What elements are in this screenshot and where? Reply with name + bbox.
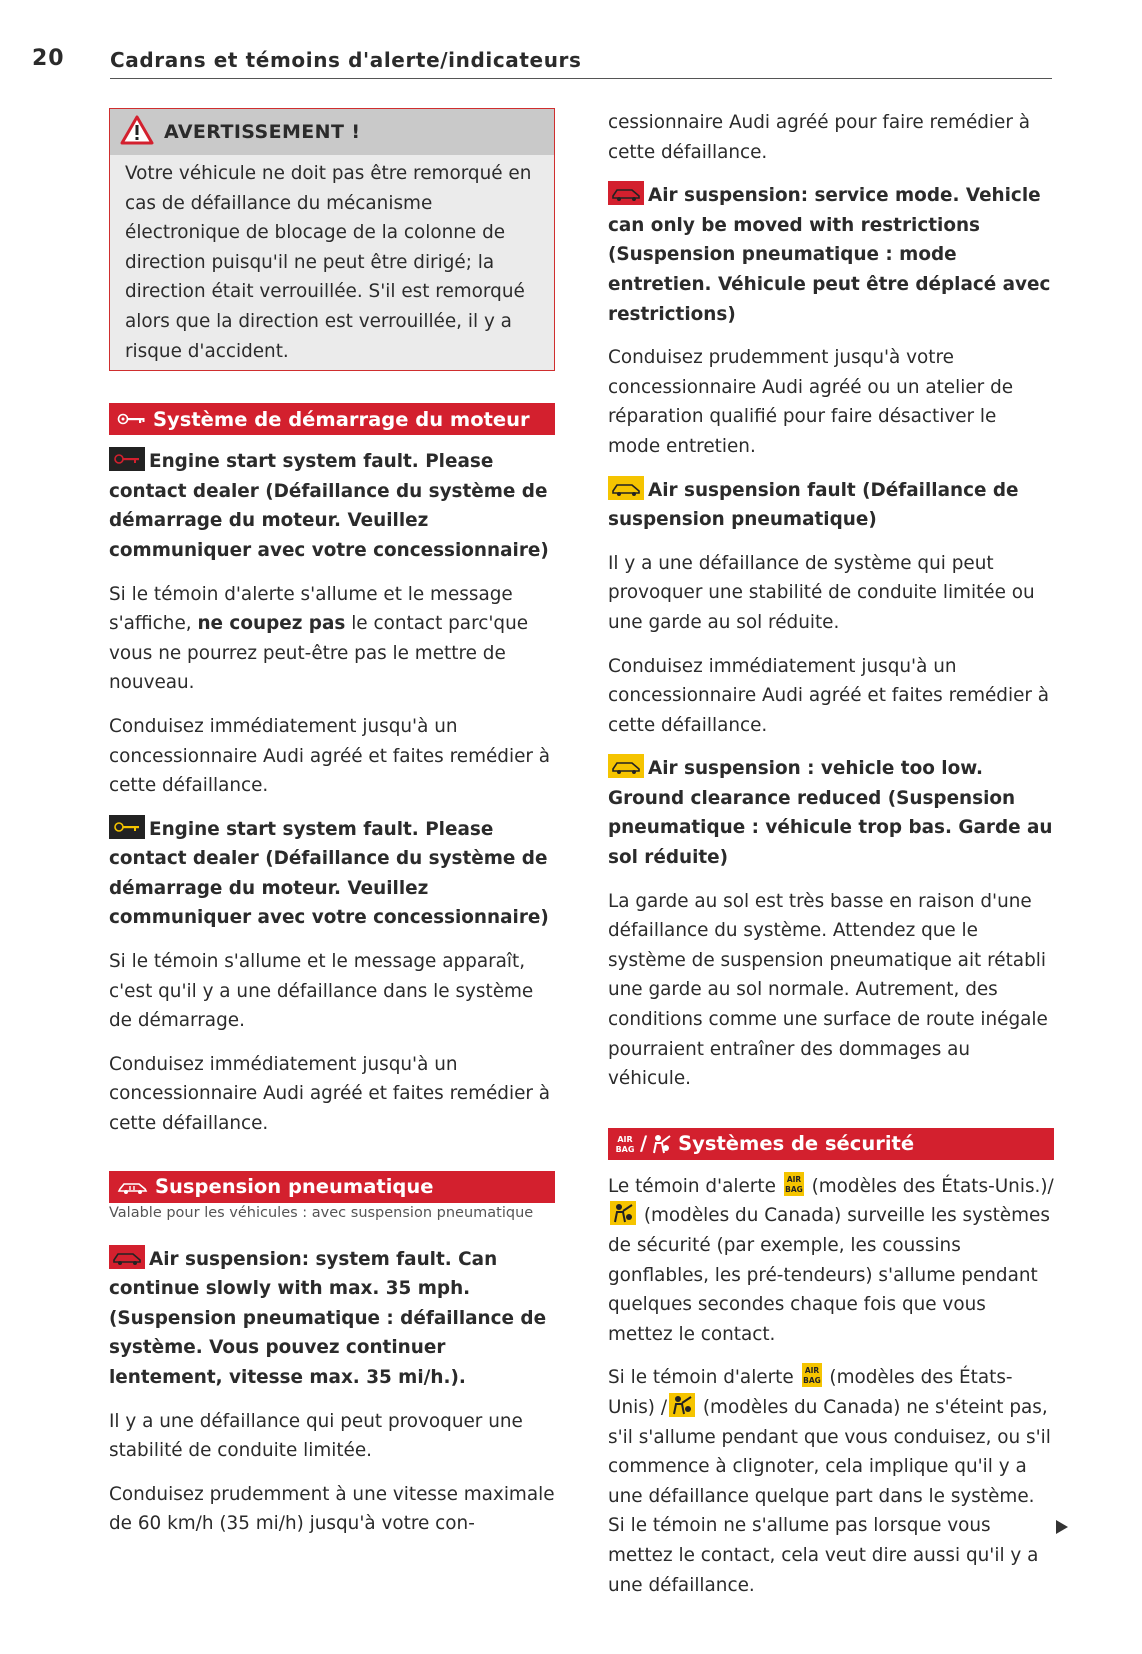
right-column [608,108,1054,1614]
airbag-lamp-icon [784,1172,804,1196]
paragraph: Si le témoin d'alerte s'allume et le message s'affiche, ne coupez pas le contact parc'que vous ne pourrez peut-être pas le mettre de nouveau. [109,583,529,694]
warning-text: Votre véhicule ne doit pas être remorqué en cas de défaillance du mécanisme électronique de blocage de la colonne de direction puisqu'il ne peut être dirigé; la direction était verrouillée. S'il est remorqué alors que la direction est verrouillée, il y a risque d'accident. [125,163,532,362]
paragraph-continued: cessionnaire Audi agréé pour faire remédier à cette défaillance. [608,112,1031,163]
warning-title: AVERTISSEMENT ! [164,121,361,143]
paragraph: Le témoin d'alerte AIR BAG (modèles des États-Unis.)/ (modèles du Canada) surveille les systèmes de sécurité (par exemple, les coussins gonflables, les pré-tendeurs) s'allume pendant quelques secondes chaque fois que vous mettez le contact. [608,1172,1054,1350]
section-engine-start [109,403,555,435]
section-title: Système de démarrage du moteur [153,407,530,431]
section-air-suspension [109,1171,555,1203]
message-heading: Engine start system fault. Please contact dealer (Défaillance du système de démarrage du moteur. Veuillez communiquer avec votre concessionnaire) [109,447,555,565]
svg-text:BAG: BAG [616,1144,634,1154]
section-title: Systèmes de sécurité [678,1132,915,1156]
paragraph: Il y a une défaillance de système qui peut provoquer une stabilité de conduite limitée ou une garde au sol réduite. [608,552,1035,633]
paragraph: Conduisez prudemment à une vitesse maximale de 60 km/h (35 mi/h) jusqu'à votre con- [109,1483,555,1535]
section-safety-systems [608,1128,1054,1160]
air-suspension-red-icon [109,1245,145,1269]
svg-text:BAG: BAG [802,1376,821,1386]
svg-text:AIR: AIR [786,1174,801,1184]
airbag-icon [616,1132,634,1156]
warning-triangle-icon [120,115,154,149]
paragraph: Si le témoin d'alerte AIR BAG (modèles des États-Unis) / (modèles du Canada) ne s'éteint pas, s'il s'allume pendant que vous conduisez, ou s'il commence à clignoter, cela implique qu'il y a une défaillance quelque part dans le système. Si le témoin ne s'allume pas lorsque vous mettez le contact, cela veut dire aussi qu'il y a une défaillance. [608,1363,1054,1600]
left-column [109,108,555,1539]
engine-start-yellow-icon [109,815,145,839]
message-heading: Air suspension: system fault. Can continue slowly with max. 35 mph. (Suspension pneumatique : défaillance de système. Vous pouvez continuer lentement, vitesse max. 35 mi/h.). [109,1245,555,1393]
message-heading: Air suspension fault (Défaillance de suspension pneumatique) [608,476,1054,535]
page-number: 20 [32,46,65,71]
air-suspension-yellow-icon [608,754,644,778]
seatbelt-lamp-icon [610,1201,636,1225]
warning-box [109,108,555,371]
next-page-arrow-icon[interactable] [1056,1520,1068,1534]
validity-note: Valable pour les véhicules : avec suspension pneumatique [109,1204,534,1221]
paragraph: Conduisez immédiatement jusqu'à un concessionnaire Audi agréé et faites remédier à cette défaillance. [608,655,1050,736]
key-icon [117,412,147,426]
warning-header [110,109,554,155]
paragraph: Conduisez immédiatement jusqu'à un concessionnaire Audi agréé et faites remédier à cette défaillance. [109,1053,551,1135]
air-suspension-yellow-icon [608,476,644,500]
air-suspension-red-icon [608,181,644,205]
message-heading: Air suspension : vehicle too low. Ground clearance reduced (Suspension pneumatique : véhicule trop bas. Garde au sol réduite) [608,754,1054,872]
seatbelt-lamp-icon [669,1393,695,1417]
header-divider [110,78,1052,79]
car-suspension-icon [117,1179,149,1195]
paragraph: Il y a une défaillance qui peut provoquer une stabilité de conduite limitée. [109,1410,523,1462]
airbag-lamp-icon [802,1363,822,1387]
paragraph: Si le témoin s'allume et le message apparaît, c'est qu'il y a une défaillance dans le système de démarrage. [109,951,534,1032]
page-title: Cadrans et témoins d'alerte/indicateurs [110,48,582,72]
message-heading: Engine start system fault. Please contact dealer (Défaillance du système de démarrage du moteur. Veuillez communiquer avec votre concessionnaire) [109,815,555,933]
svg-text:AIR: AIR [804,1366,819,1376]
svg-text:BAG: BAG [784,1184,803,1194]
paragraph: Conduisez prudemment jusqu'à votre concessionnaire Audi agréé ou un atelier de réparation qualifié pour faire désactiver le mode entretien. [608,347,1014,457]
svg-text:AIR: AIR [617,1134,633,1144]
slash-separator: / [640,1132,648,1156]
section-title: Suspension pneumatique [155,1175,434,1199]
paragraph: Conduisez immédiatement jusqu'à un concessionnaire Audi agréé et faites remédier à cette défaillance. [109,715,551,797]
seatbelt-person-icon [650,1133,672,1155]
paragraph: La garde au sol est très basse en raison d'une défaillance du système. Attendez que le système de suspension pneumatique ait rétabli une garde au sol normale. Autrement, des conditions comme une surface de route inégale pourraient entraîner des dommages au véhicule. [608,890,1048,1090]
message-heading: Air suspension: service mode. Vehicle can only be moved with restrictions (Suspension pneumatique : mode entretien. Véhicule peut être déplacé avec restrictions) [608,181,1054,329]
engine-start-red-icon [109,447,145,471]
